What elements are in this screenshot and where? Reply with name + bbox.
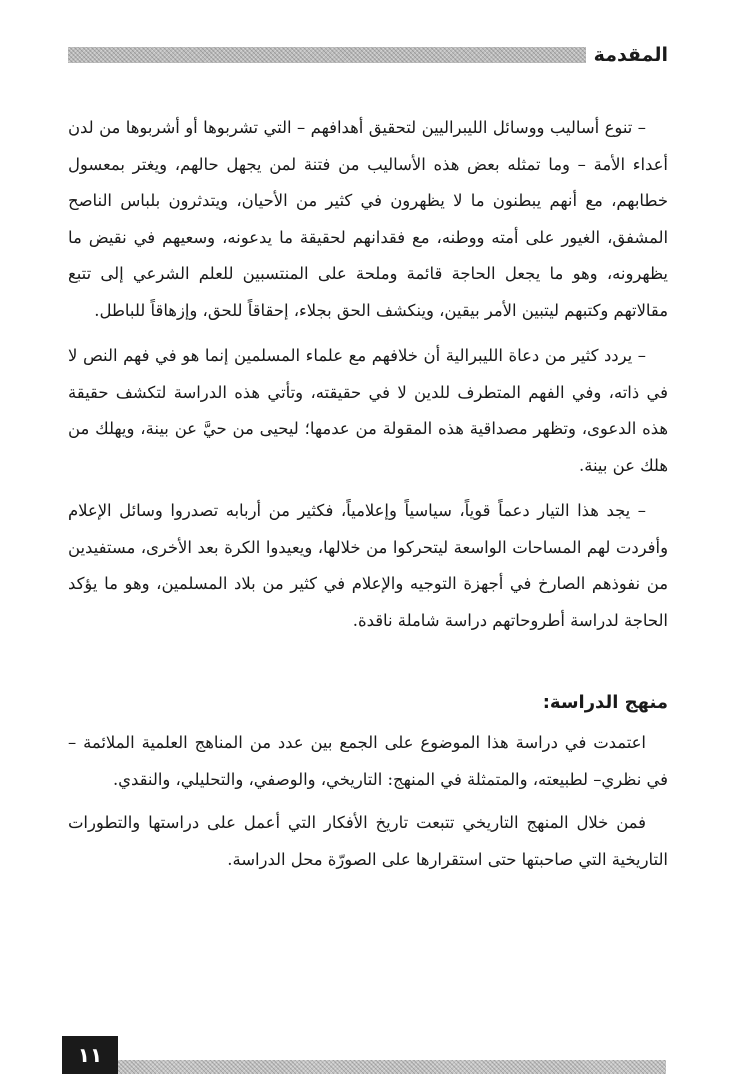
footer-decorative-band: [62, 1060, 666, 1074]
page-body: [68, 110, 668, 885]
body-paragraph-2: – يردد كثير من دعاة الليبرالية أن خلافهم مع علماء المسلمين إنما هو في فهم النص لا في ذاته، وفي الفهم المتطرف للدين لا في حقيقته، وتأتي هذه الدراسة لتكشف حقيقة هذه الدعوى، وتظهر مصداقية هذه المقولة من عدمها؛ ليحيى من حيَّ عن بينة، ويهلك من هلك عن بينة.: [68, 346, 668, 475]
method-paragraph-2: فمن خلال المنهج التاريخي تتبعت تاريخ الأفكار التي أعمل على دراستها والتطورات التاريخية التي صاحبتها حتى استقرارها على الصورّة محل الدراسة.: [68, 813, 668, 869]
page-number: ١١: [62, 1036, 118, 1074]
chapter-title: المقدمة: [593, 43, 668, 66]
method-paragraph-1: اعتمدت في دراسة هذا الموضوع على الجمع بين عدد من المناهج العلمية الملائمة – في نظري– لطبيعته، والمتمثلة في المنهج: التاريخي، والوصفي، والتحليلي، والنقدي.: [68, 733, 668, 789]
section-heading-method: منهج الدراسة:: [542, 692, 668, 713]
body-paragraph-1: – تنوع أساليب ووسائل الليبراليين لتحقيق أهدافهم – التي تشربوها أو أشربوها من لدن أعداء الأمة – وما تمثله بعض هذه الأساليب من فتنة لمن يجهل حالهم، ويغتر بمعسول خطابهم، مع أنهم يبطنون ما لا يظهرون في كثير من الأحيان، ويتدثرون بلباس الناصح المشفق، الغيور على أمته ووطنه، مع فقدانهم لحقيقة ما يدعونه، وسعيهم في نقيض ما يظهرونه، وهو ما يجعل الحاجة قائمة وملحة على المنتسبين للعلم الشرعي إلى تتبع مقالاتهم وكتبهم ليتبين الأمر بيقين، وينكشف الحق بجلاء، إحقاقاً للحق، وإزهاقاً للباطل.: [68, 118, 668, 320]
body-paragraph-3: – يجد هذا التيار دعماً قوياً، سياسياً وإعلامياً، فكثير من أربابه تصدروا وسائل الإعلام وأفردت لهم المساحات الواسعة ليتحركوا من خلالها، ويعيدوا الكرة بعد الأخرى، مستفيدين من نفوذهم الصارخ في أجهزة التوجيه والإعلام في كثير من بلاد المسلمين، وهو ما يؤكد الحاجة لدراسة أطروحاتهم دراسة شاملة ناقدة.: [68, 501, 668, 630]
page-header: [68, 42, 668, 68]
header-decorative-band: [68, 47, 586, 63]
